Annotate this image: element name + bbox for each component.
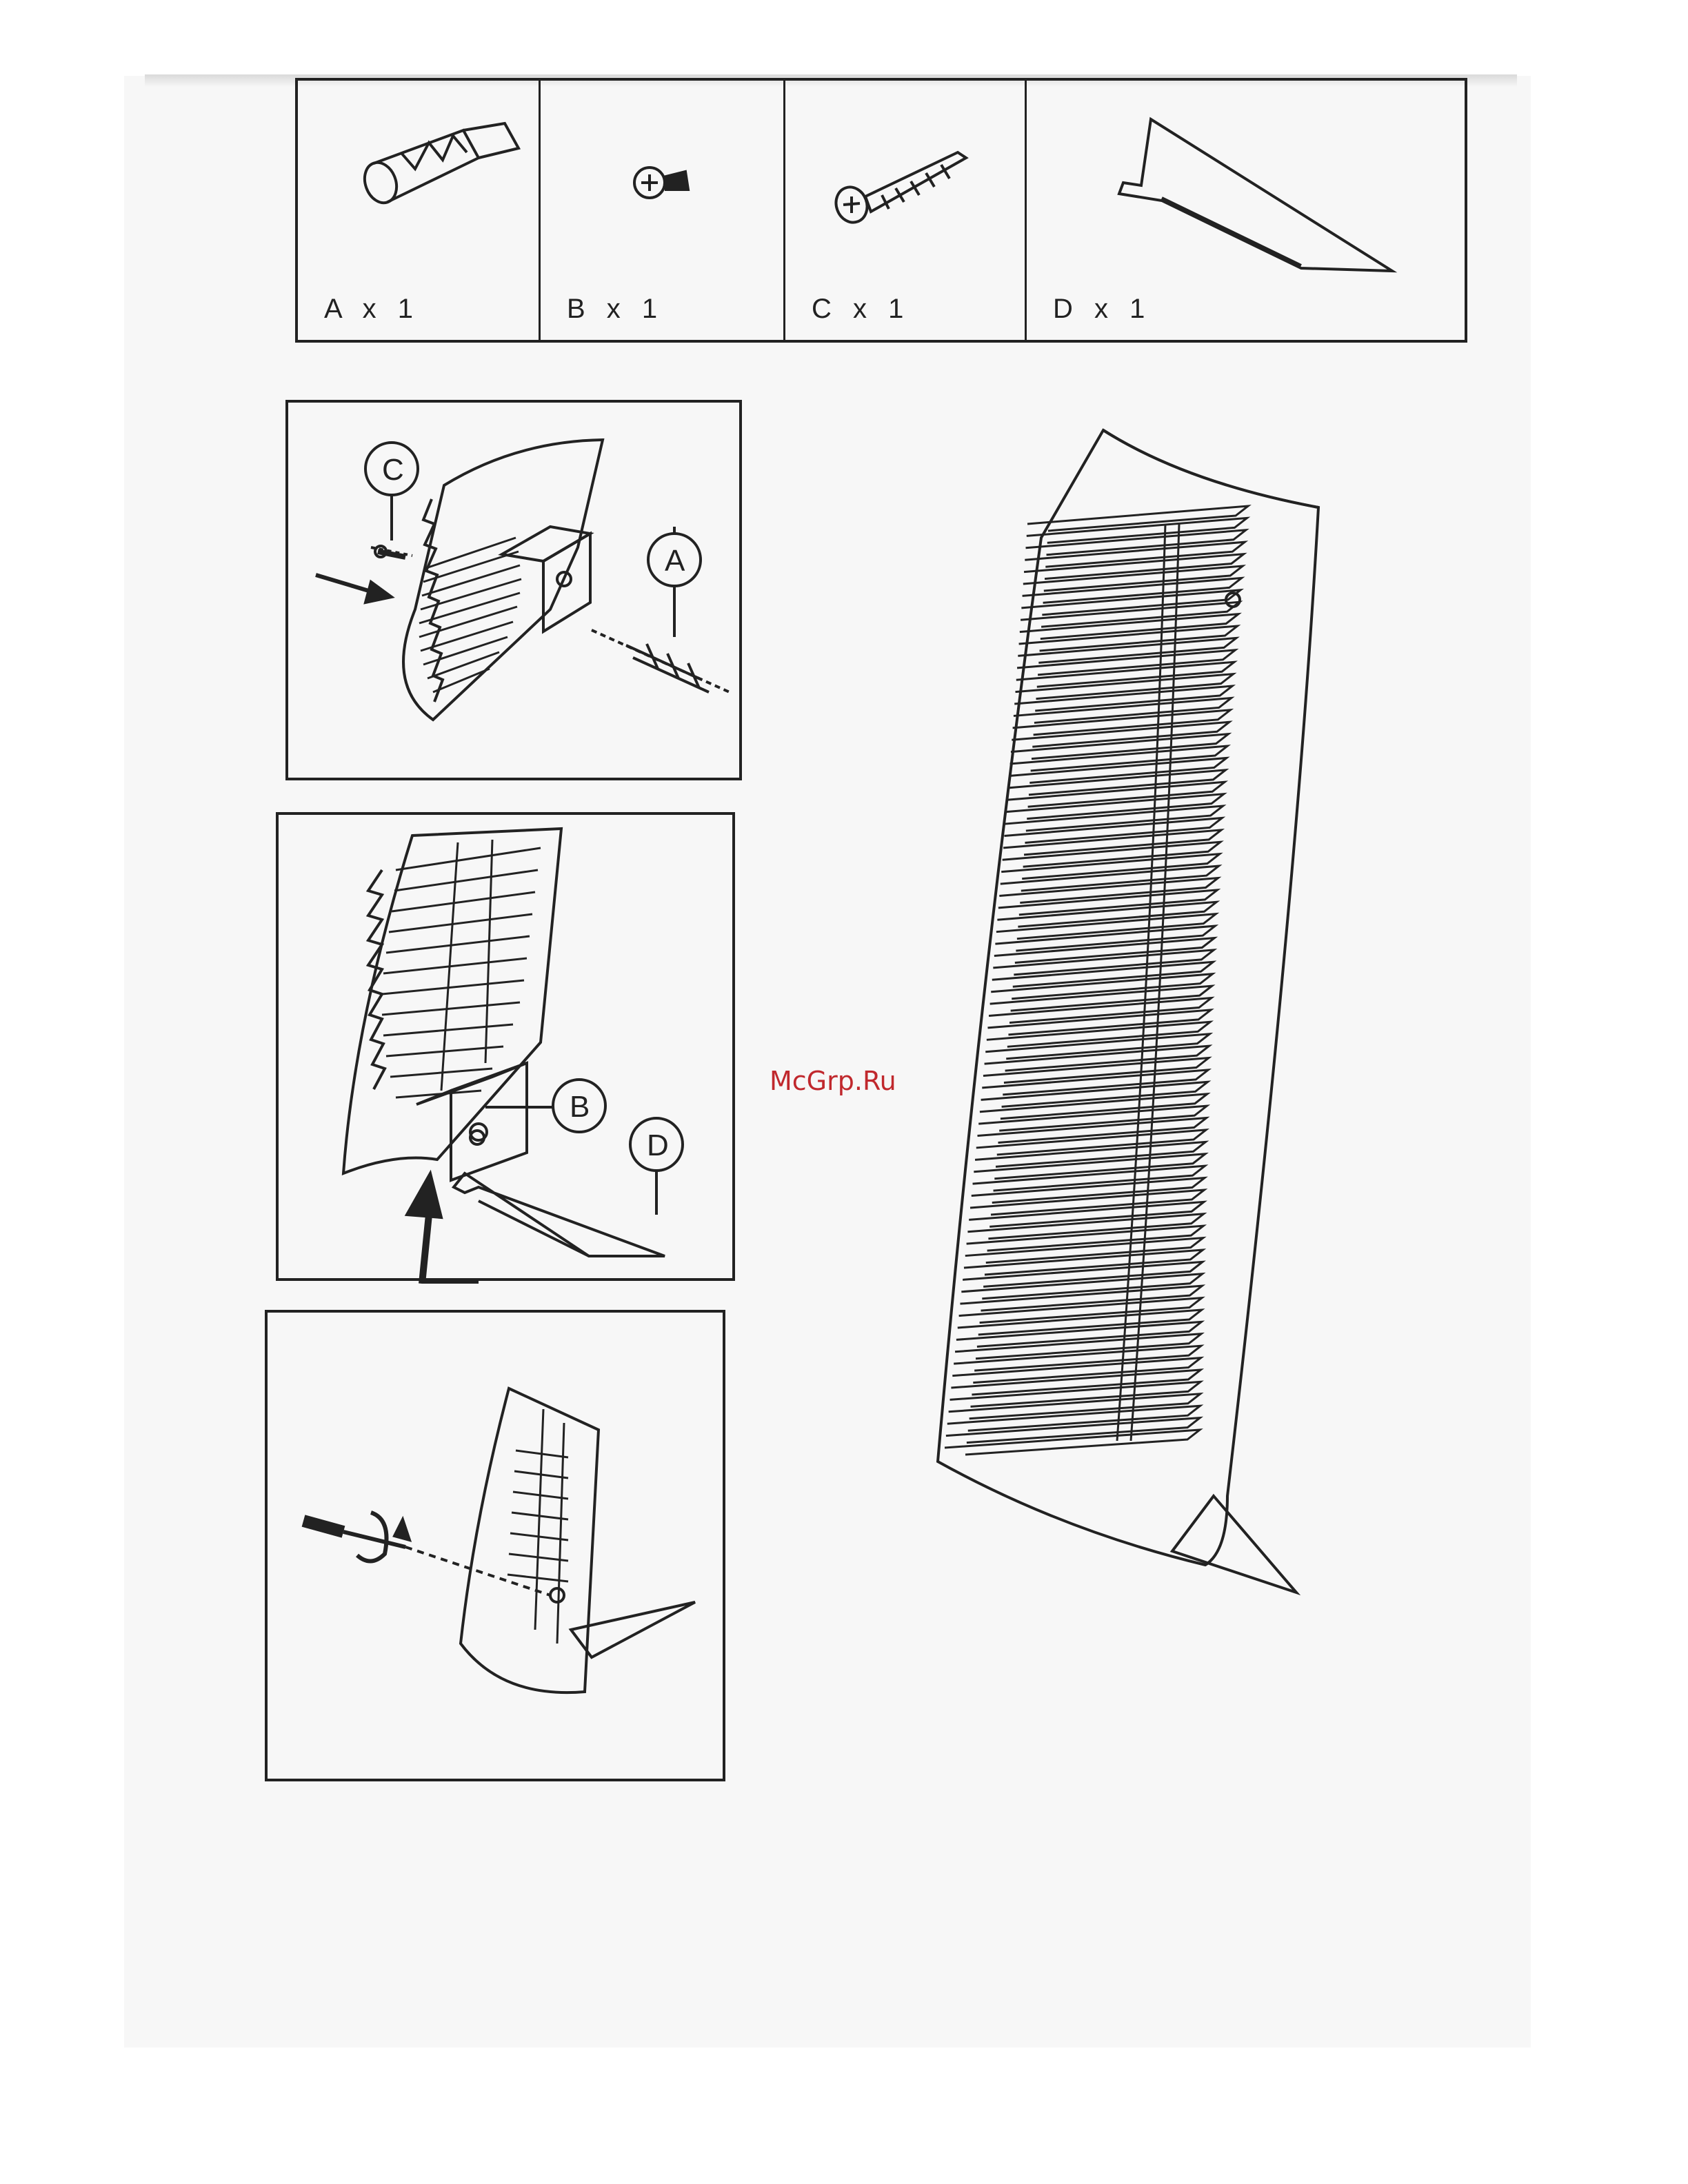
part-label-d: D x 1: [1053, 294, 1152, 324]
heater-grille: [945, 506, 1248, 1455]
step-3-panel: [265, 1310, 725, 1781]
part-cell-c: [785, 81, 1027, 340]
step-3-illustration: [268, 1313, 728, 1784]
step-2-illustration: [279, 815, 738, 1284]
assembled-heater-illustration: [924, 421, 1324, 1799]
step-1-panel: [285, 400, 742, 780]
part-label-c: C x 1: [812, 294, 911, 324]
part-label-a: A x 1: [324, 294, 420, 324]
callout-c: C: [382, 453, 404, 487]
step-2-panel: [276, 812, 735, 1281]
callout-a: A: [665, 544, 685, 578]
callout-d: D: [647, 1129, 669, 1162]
heater-stand: [1172, 1496, 1296, 1593]
part-cell-a: [298, 81, 541, 340]
watermark: McGrp.Ru: [770, 1066, 896, 1096]
step-1-illustration: [288, 403, 745, 783]
callout-b: B: [570, 1090, 590, 1124]
part-cell-d: [1027, 81, 1465, 340]
parts-table: [295, 78, 1467, 343]
part-label-b: B x 1: [567, 294, 665, 324]
part-cell-b: [541, 81, 785, 340]
